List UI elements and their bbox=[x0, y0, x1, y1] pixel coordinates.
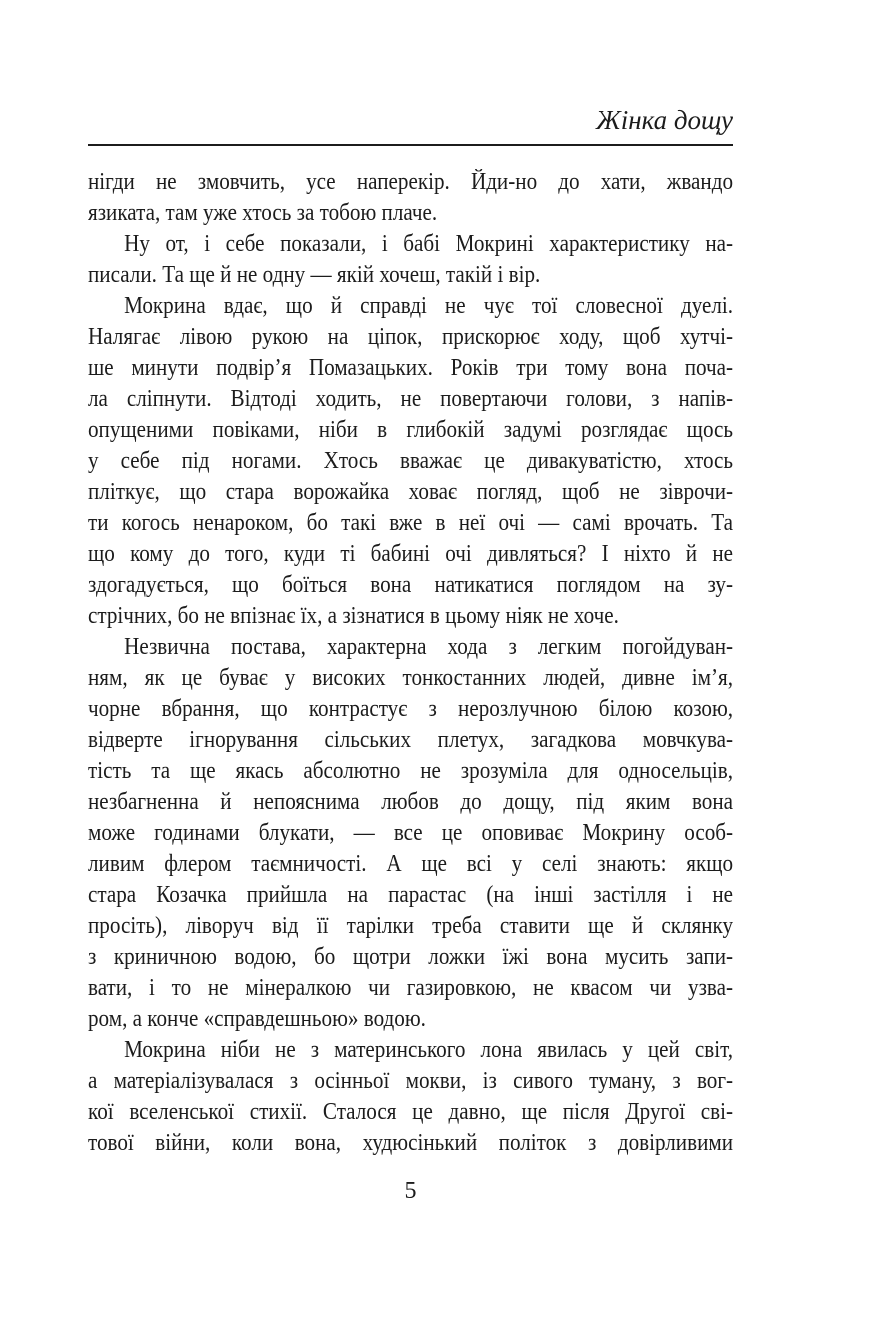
paragraph bbox=[88, 1035, 733, 1159]
text-line: ням, як це буває у високих тонкостанних людей, дивне ім’я, bbox=[88, 665, 734, 691]
text-line: чорне вбрання, що контрастує з нерозлучною білою козою, bbox=[88, 696, 734, 722]
text-line: Налягає лівою рукою на ціпок, прискорює ходу, щоб хутчі- bbox=[88, 324, 734, 350]
running-header-title: Жінка дощу bbox=[595, 105, 733, 135]
text-line: писали. Та ще й не одну — якій хочеш, такій і вір. bbox=[88, 262, 541, 288]
text-line: здогадується, що боїться вона натикатися поглядом на зу- bbox=[88, 572, 734, 598]
text-line: пліткує, що стара ворожайка ховає погляд, щоб не зіврочи- bbox=[88, 479, 734, 505]
text-line: тової війни, коли вона, худюсінький політок з довірливими bbox=[88, 1130, 734, 1156]
text-line: ром, а конче «справдешньою» водою. bbox=[88, 1006, 426, 1032]
text-line: ти когось ненароком, бо такі вже в неї очі — самі врочать. Та bbox=[88, 510, 734, 536]
paragraph bbox=[88, 167, 733, 229]
text-line: просіть), ліворуч від її тарілки треба ставити ще й склянку bbox=[88, 913, 734, 939]
text-line: стрічних, бо не впізнає їх, а зізнатися в цьому ніяк не хоче. bbox=[88, 603, 619, 629]
body-text bbox=[88, 167, 733, 1159]
text-line: кої вселенської стихії. Сталося це давно, ще після Другої сві- bbox=[88, 1099, 734, 1125]
text-line: вати, і то не мінералкою чи газировкою, не квасом чи узва- bbox=[88, 975, 734, 1001]
text-line: ливим флером таємничості. А ще всі у селі знають: якщо bbox=[88, 851, 734, 877]
header-rule-divider bbox=[88, 144, 733, 146]
text-line: Мокрина ніби не з материнського лона явилась у цей світ, bbox=[124, 1037, 734, 1063]
text-line: ла сліпнути. Відтоді ходить, не повертаючи голови, з напів- bbox=[88, 386, 734, 412]
text-line: а матеріалізувалася з осінньої мокви, із сивого туману, з вог- bbox=[88, 1068, 734, 1094]
text-line: відверте ігнорування сільських плетух, загадкова мовчкува- bbox=[88, 727, 734, 753]
text-line: може годинами блукати, — все це оповиває Мокрину особ- bbox=[88, 820, 734, 846]
text-line: Ну от, і себе показали, і бабі Мокрині характеристику на- bbox=[124, 231, 734, 257]
page-number: 5 bbox=[404, 1178, 417, 1204]
text-line: у себе під ногами. Хтось вважає це дивакуватістю, хтось bbox=[88, 448, 734, 474]
text-line: Мокрина вдає, що й справді не чує тої словесної дуелі. bbox=[124, 293, 734, 319]
text-line: Незвична постава, характерна хода з легким погойдуван- bbox=[124, 634, 734, 660]
paragraph bbox=[88, 229, 733, 291]
text-line: язиката, там уже хтось за тобою плаче. bbox=[88, 200, 438, 226]
text-line: опущеними повіками, ніби в глибокій задумі розглядає щось bbox=[88, 417, 734, 443]
text-line: тість та ще якась абсолютно не зрозуміла для односельців, bbox=[88, 758, 734, 784]
paragraph bbox=[88, 632, 733, 1035]
text-line: з криничною водою, бо щотри ложки їжі вона мусить запи- bbox=[88, 944, 734, 970]
text-line: стара Козачка прийшла на парастас (на інші застілля і не bbox=[88, 882, 734, 908]
text-line: нігди не змовчить, усе наперекір. Йди-но до хати, жвандо bbox=[88, 169, 734, 195]
text-line: ше минути подвір’я Помазацьких. Років три тому вона поча- bbox=[88, 355, 734, 381]
text-line: незбагненна й непояснима любов до дощу, під яким вона bbox=[88, 789, 734, 815]
paragraph bbox=[88, 291, 733, 632]
text-line: що кому до того, куди ті бабині очі дивляться? І ніхто й не bbox=[88, 541, 734, 567]
